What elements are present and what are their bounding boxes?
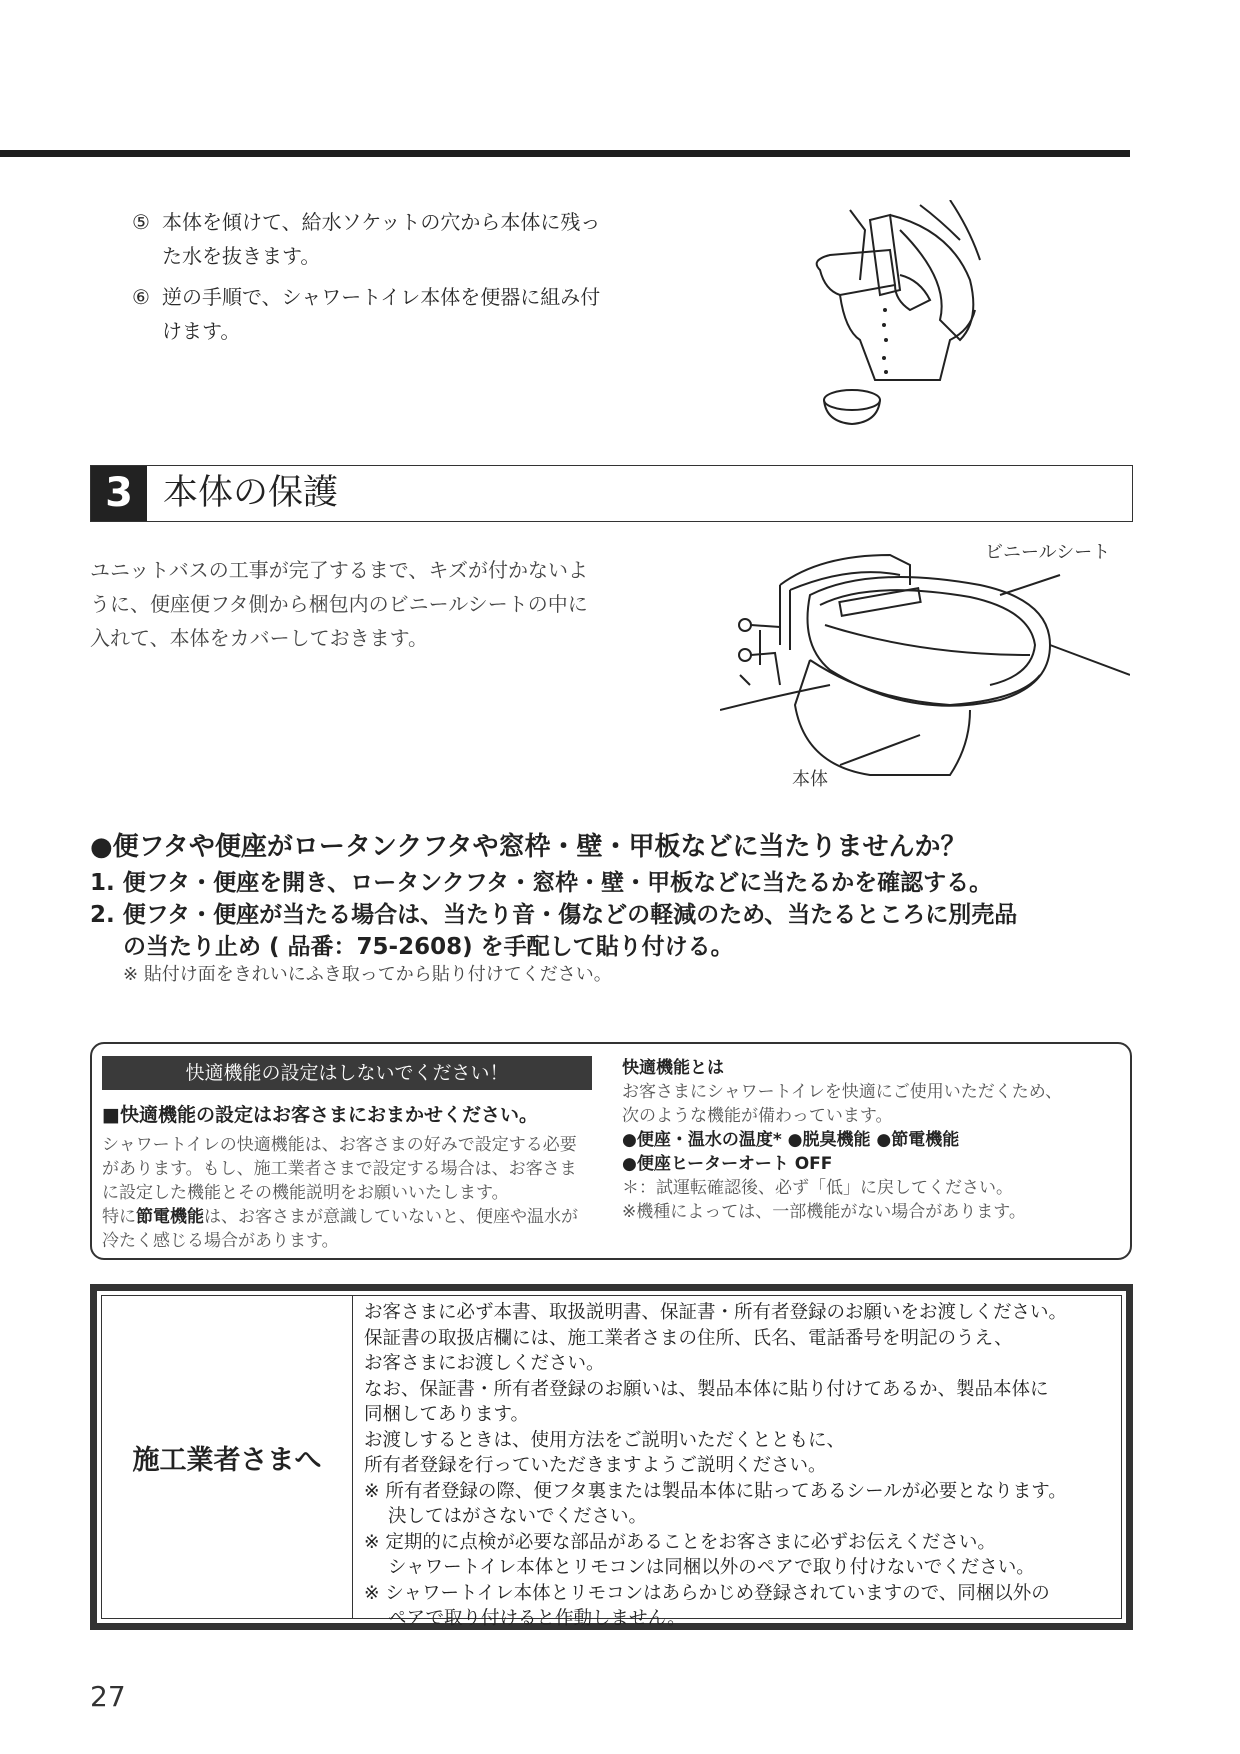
installer-line: お客さまにお渡しください。: [364, 1353, 605, 1374]
divider: [352, 1296, 353, 1618]
installer-line: 所有者登録を行っていただきますようご説明ください。: [364, 1455, 827, 1476]
warning-question: ●便フタや便座がロータンクフタや窓枠・壁・甲板などに当たりませんか？: [90, 832, 967, 862]
top-rule: [0, 150, 1130, 157]
vinyl-cover-illustration: [720, 535, 1130, 795]
feature-list: ●便座ヒーターオート OFF: [622, 1154, 833, 1174]
installer-line: なお、保証書・所有者登録のお願いは、製品本体に貼り付けてあるか、製品本体に: [364, 1378, 1049, 1400]
step-text: 逆の手順で、シャワートイレ本体を便器に組み付: [162, 285, 601, 309]
comfort-right-line: 次のような機能が備わっています。: [622, 1106, 893, 1126]
comfort-right-line: お客さまにシャワートイレを快適にご使用いただくため、: [622, 1082, 1063, 1102]
body-label: 本体: [792, 769, 828, 790]
warning-item-1: 1. 便フタ・便座を開き、ロータンクフタ・窓枠・壁・甲板などに当たるかを確認する。: [90, 870, 993, 896]
comfort-left: [102, 1056, 592, 1253]
text: 特に: [102, 1207, 136, 1227]
step-5: [132, 205, 672, 273]
comfort-paragraph-2: [102, 1205, 592, 1253]
comfort-banner: 快適機能の設定はしないでください！: [102, 1056, 592, 1090]
section-body: [90, 553, 665, 655]
step-6: [132, 280, 672, 348]
installer-title: 施工業者さまへ: [132, 1444, 322, 1476]
installer-line: お客さまに必ず本書、取扱説明書、保証書・所有者登録のお願いをお渡しください。: [364, 1302, 1068, 1323]
installer-line: ※ シャワートイレ本体とリモコンはあらかじめ登録されていますので、同梱以外の: [364, 1582, 1050, 1604]
installer-line: シャワートイレ本体とリモコンは同梱以外のペアで取り付けないでください。: [388, 1557, 1035, 1578]
step-number: ⑥: [132, 285, 150, 309]
section-number: 3: [91, 466, 147, 521]
vinyl-sheet-label: ビニールシート: [985, 542, 1111, 563]
drain-water-illustration: [800, 200, 1030, 430]
installer-line: ※ 所有者登録の際、便フタ裏または製品本体に貼ってあるシールが必要となります。: [364, 1480, 1067, 1502]
comfort-heading: ■快適機能の設定はお客さまにおまかせください。: [102, 1104, 538, 1126]
footnote: ＊：試運転確認後、必ず「低」に戻してください。: [622, 1178, 1013, 1198]
body-line: 入れて、本体をカバーしておきます。: [90, 626, 428, 650]
power-save-term: 節電機能: [136, 1207, 204, 1227]
footnote: ※機種によっては、一部機能がない場合があります。: [622, 1202, 1026, 1222]
body-line: うに、便座便フタ側から梱包内のビニールシートの中に: [90, 592, 588, 616]
warning-item-2-cont: の当たり止め ( 品番：75-2608) を手配して貼り付ける。: [123, 934, 734, 960]
installer-text: [364, 1300, 1124, 1632]
comfort-right: [622, 1056, 1112, 1224]
body-line: ユニットバスの工事が完了するまで、キズが付かないよ: [90, 558, 588, 582]
comfort-settings-box: [90, 1042, 1132, 1260]
page-number: 27: [90, 1680, 126, 1713]
step-number: ⑤: [132, 210, 150, 234]
section-header: [90, 465, 1133, 522]
step-text: 本体を傾けて、給水ソケットの穴から本体に残っ: [162, 210, 601, 234]
step-text-cont: けます。: [162, 319, 241, 343]
comfort-paragraph-1: シャワートイレの快適機能は、お客さまの好みで設定する必要があります。もし、施工業者さまで設定する場合は、お客さまに設定した機能とその機能説明をお願いいたします。: [102, 1135, 577, 1203]
installer-line: 同梱してあります。: [364, 1404, 530, 1425]
installer-line: ペアで取り付けると作動しません。: [388, 1608, 686, 1629]
feature-list: ●便座・温水の温度* ●脱臭機能 ●節電機能: [622, 1130, 960, 1150]
text: は、お客さまが意識していないと、便座や温水が冷たく感じる場合があります。: [102, 1207, 578, 1251]
section-title: 本体の保護: [163, 473, 339, 513]
installer-line: お渡しするときは、使用方法をご説明いただくとともに、: [364, 1429, 846, 1451]
installer-notice-box: [90, 1284, 1133, 1630]
installer-line: 保証書の取扱店欄には、施工業者さまの住所、氏名、電話番号を明記のうえ、: [364, 1327, 1013, 1349]
comfort-right-heading: 快適機能とは: [622, 1058, 724, 1078]
installer-inner: [101, 1295, 1122, 1629]
step-text-cont: た水を抜きます。: [162, 244, 321, 268]
warning-item-2: 2. 便フタ・便座が当たる場合は、当たり音・傷などの軽減のため、当たるところに別売品: [90, 902, 1018, 928]
warning-note: ※ 貼付け面をきれいにふき取ってから貼り付けてください。: [123, 964, 612, 985]
installer-line: ※ 定期的に点検が必要な部品があることをお客さまに必ずお伝えください。: [364, 1531, 996, 1553]
installer-line: 決してはがさないでください。: [388, 1506, 648, 1527]
